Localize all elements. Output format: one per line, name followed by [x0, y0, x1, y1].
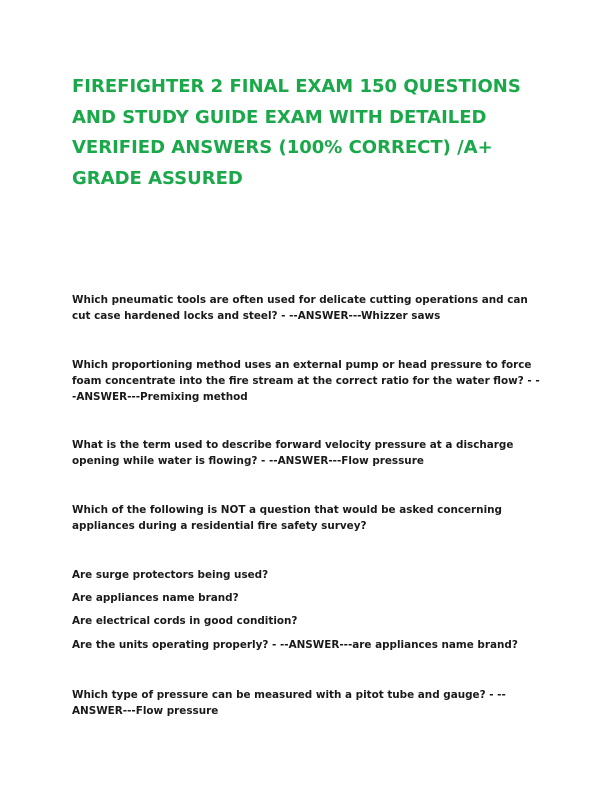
question-whizzer-saws: Which pneumatic tools are often used for delicate cutting operations and can cut case hardened locks and steel? - --ANSWER---Whizzer saws — [72, 294, 528, 322]
question-flow-pressure: What is the term used to describe forward velocity pressure at a discharge opening while water is flowing? - --ANSWER---Flow pressure — [72, 439, 514, 467]
question-appliances-survey: Which of the following is NOT a question that would be asked concerning appliances during a residential fire safety survey? — [72, 504, 502, 532]
document-title: FIREFIGHTER 2 FINAL EXAM 150 QUESTIONS AND STUDY GUIDE EXAM WITH DETAILED VERIFIED ANSWERS (100% CORRECT) /A+ GRADE ASSURED — [72, 76, 521, 189]
answer-option-with-answer: Are the units operating properly? - --ANSWER---are appliances name brand? — [72, 639, 518, 651]
question-premixing-method: Which proportioning method uses an external pump or head pressure to force foam concentrate into the fire stream at the correct ratio for the water flow? - --ANSWER---Premixing method — [72, 359, 540, 403]
question-pitot-tube: Which type of pressure can be measured with a pitot tube and gauge? - --ANSWER---Flow pressure — [72, 689, 506, 717]
answer-option: Are appliances name brand? — [72, 592, 239, 604]
answer-option: Are electrical cords in good condition? — [72, 615, 298, 627]
answer-option: Are surge protectors being used? — [72, 569, 269, 581]
